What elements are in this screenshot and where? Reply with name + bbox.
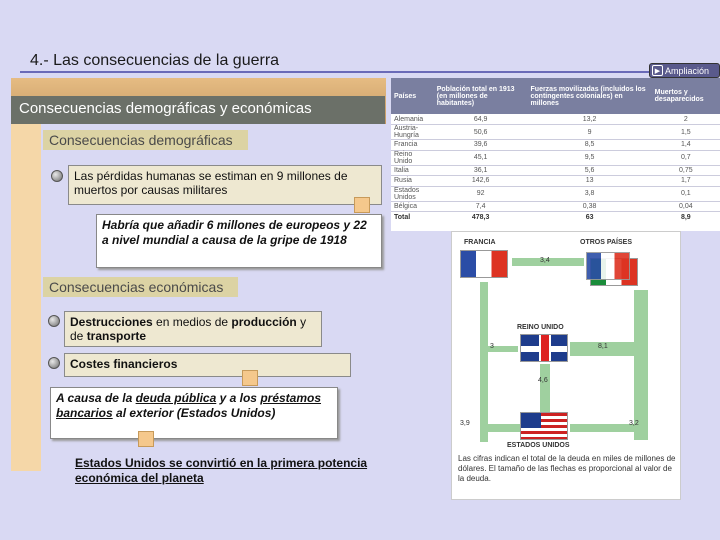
y-de-text: y de [70,315,307,343]
cell: 9 [528,125,652,140]
note2-a: A causa de la [56,391,136,405]
cell: 36,1 [434,165,528,176]
debt-caption: Las cifras indican el total de la deuda en miles de millones de dólares. El tamaño de las flechas es proporcional al valor de la deuda. [458,454,676,483]
cell: Total [394,213,411,221]
cell: 63 [585,213,594,221]
debt-value: 4,6 [538,377,548,384]
debt-value: 3 [490,343,494,350]
cell: 45,1 [434,150,528,165]
cell: 3,8 [528,186,652,201]
table-row [391,176,720,187]
debt-value: 8,1 [598,343,608,350]
cell: 5,6 [528,165,652,176]
cell: Austria-Hungría [391,125,434,140]
cell: 142,6 [434,176,528,187]
table-header: Países [391,78,434,114]
cell: 0,1 [652,186,720,201]
cell: 1,5 [652,125,720,140]
cell: 1,7 [652,176,720,187]
note-gripe: Habría que añadir 6 millones de europeos y 22 a nivel mundial a causa de la gripe de 1918 [96,214,382,268]
ampliacion-button[interactable] [649,63,720,78]
war-statistics-table [391,78,720,231]
cell: 0,38 [528,201,652,212]
debt-value: 3,4 [540,257,550,264]
other-flags-icon [586,252,630,280]
cell: Italia [391,165,434,176]
cell: Reino Unido [391,150,434,165]
table-row [391,114,720,125]
transporte-text: transporte [86,329,147,343]
en-medios-text: en medios de [152,315,232,329]
ampliacion-label: Ampliación [665,65,710,76]
cell: Alemania [391,114,434,125]
cell: 8,5 [528,140,652,151]
cell: 50,6 [434,125,528,140]
cell: Estados Unidos [391,186,434,201]
table-row-total [391,212,720,223]
estados-unidos-label: ESTADOS UNIDOS [507,442,570,449]
demograficas-label: Consecuencias demográficas [43,130,248,150]
table-row [391,125,720,140]
cell: 0,75 [652,165,720,176]
cell: 64,9 [434,114,528,125]
cell: Bélgica [391,201,434,212]
table-row [391,201,720,212]
title-divider [20,71,710,73]
table-row [391,140,720,151]
slide-title: 4.- Las consecuencias de la guerra [30,52,280,69]
bullet-perdidas: Las pérdidas humanas se estiman en 9 millones de muertos por causas militares [68,165,382,205]
note2-e: al exterior (Estados Unidos) [112,406,276,420]
cell: 1,4 [652,140,720,151]
cell: 92 [434,186,528,201]
note-deuda [50,387,338,439]
produccion-text: producción [231,315,297,329]
note2-c: y a los [216,391,261,405]
debt-diagram [451,231,681,500]
cell: 8,9 [680,213,691,221]
france-flag-icon [460,250,508,278]
deuda-publica-text: deuda pública [135,391,217,405]
bullet-costes: Costes financieros [64,353,351,377]
otros-paises-label: OTROS PAÍSES [580,239,632,246]
prestamos-text: préstamos bancarios [56,391,322,420]
debt-value: 3,9 [460,420,470,427]
cell: 13 [528,176,652,187]
section-header: Consecuencias demográficas y económicas [11,96,385,124]
table-row [391,150,720,165]
table-row [391,165,720,176]
arrow-right-icon [570,424,634,432]
arrow-up-icon [480,282,488,442]
cell: 0,7 [652,150,720,165]
arrow-up-icon [540,364,550,412]
cell: 0,04 [652,201,720,212]
destrucciones-text: Destrucciones [70,315,153,329]
table-row [391,186,720,201]
uk-flag-icon [520,334,568,362]
table-header: Fuerzas movilizadas (incluidos los contingentes coloniales) en millones [528,78,652,114]
arrow-up-icon [634,290,648,440]
bullet-icon [51,170,63,182]
francia-label: FRANCIA [464,239,496,246]
bullet-icon [48,315,60,327]
cell: 478,3 [471,213,490,221]
cell: Rusia [391,176,434,187]
cell: 39,6 [434,140,528,151]
left-decor-bar [11,78,41,471]
cell: 9,5 [528,150,652,165]
debt-value: 3,2 [629,420,639,427]
cell: 13,2 [528,114,652,125]
cell: 2 [652,114,720,125]
reino-unido-label: REINO UNIDO [517,324,564,331]
table-header: Muertos y desaparecidos [652,78,720,114]
arrow-down-icon [138,431,154,447]
play-icon: ▶ [652,65,663,76]
bullet-destrucciones [64,311,322,347]
arrow-left-icon [488,424,520,432]
arrow-down-icon [242,370,258,386]
arrow-down-icon [354,197,370,213]
economicas-label: Consecuencias económicas [43,277,238,297]
table-header: Población total en 1913 (en millones de habitantes) [434,78,528,114]
cell: 7,4 [434,201,528,212]
bullet-icon [48,357,60,369]
conclusion-text: Estados Unidos se convirtió en la primera potencia económica del planeta [75,456,368,485]
us-flag-icon [520,412,568,440]
cell: Francia [391,140,434,151]
